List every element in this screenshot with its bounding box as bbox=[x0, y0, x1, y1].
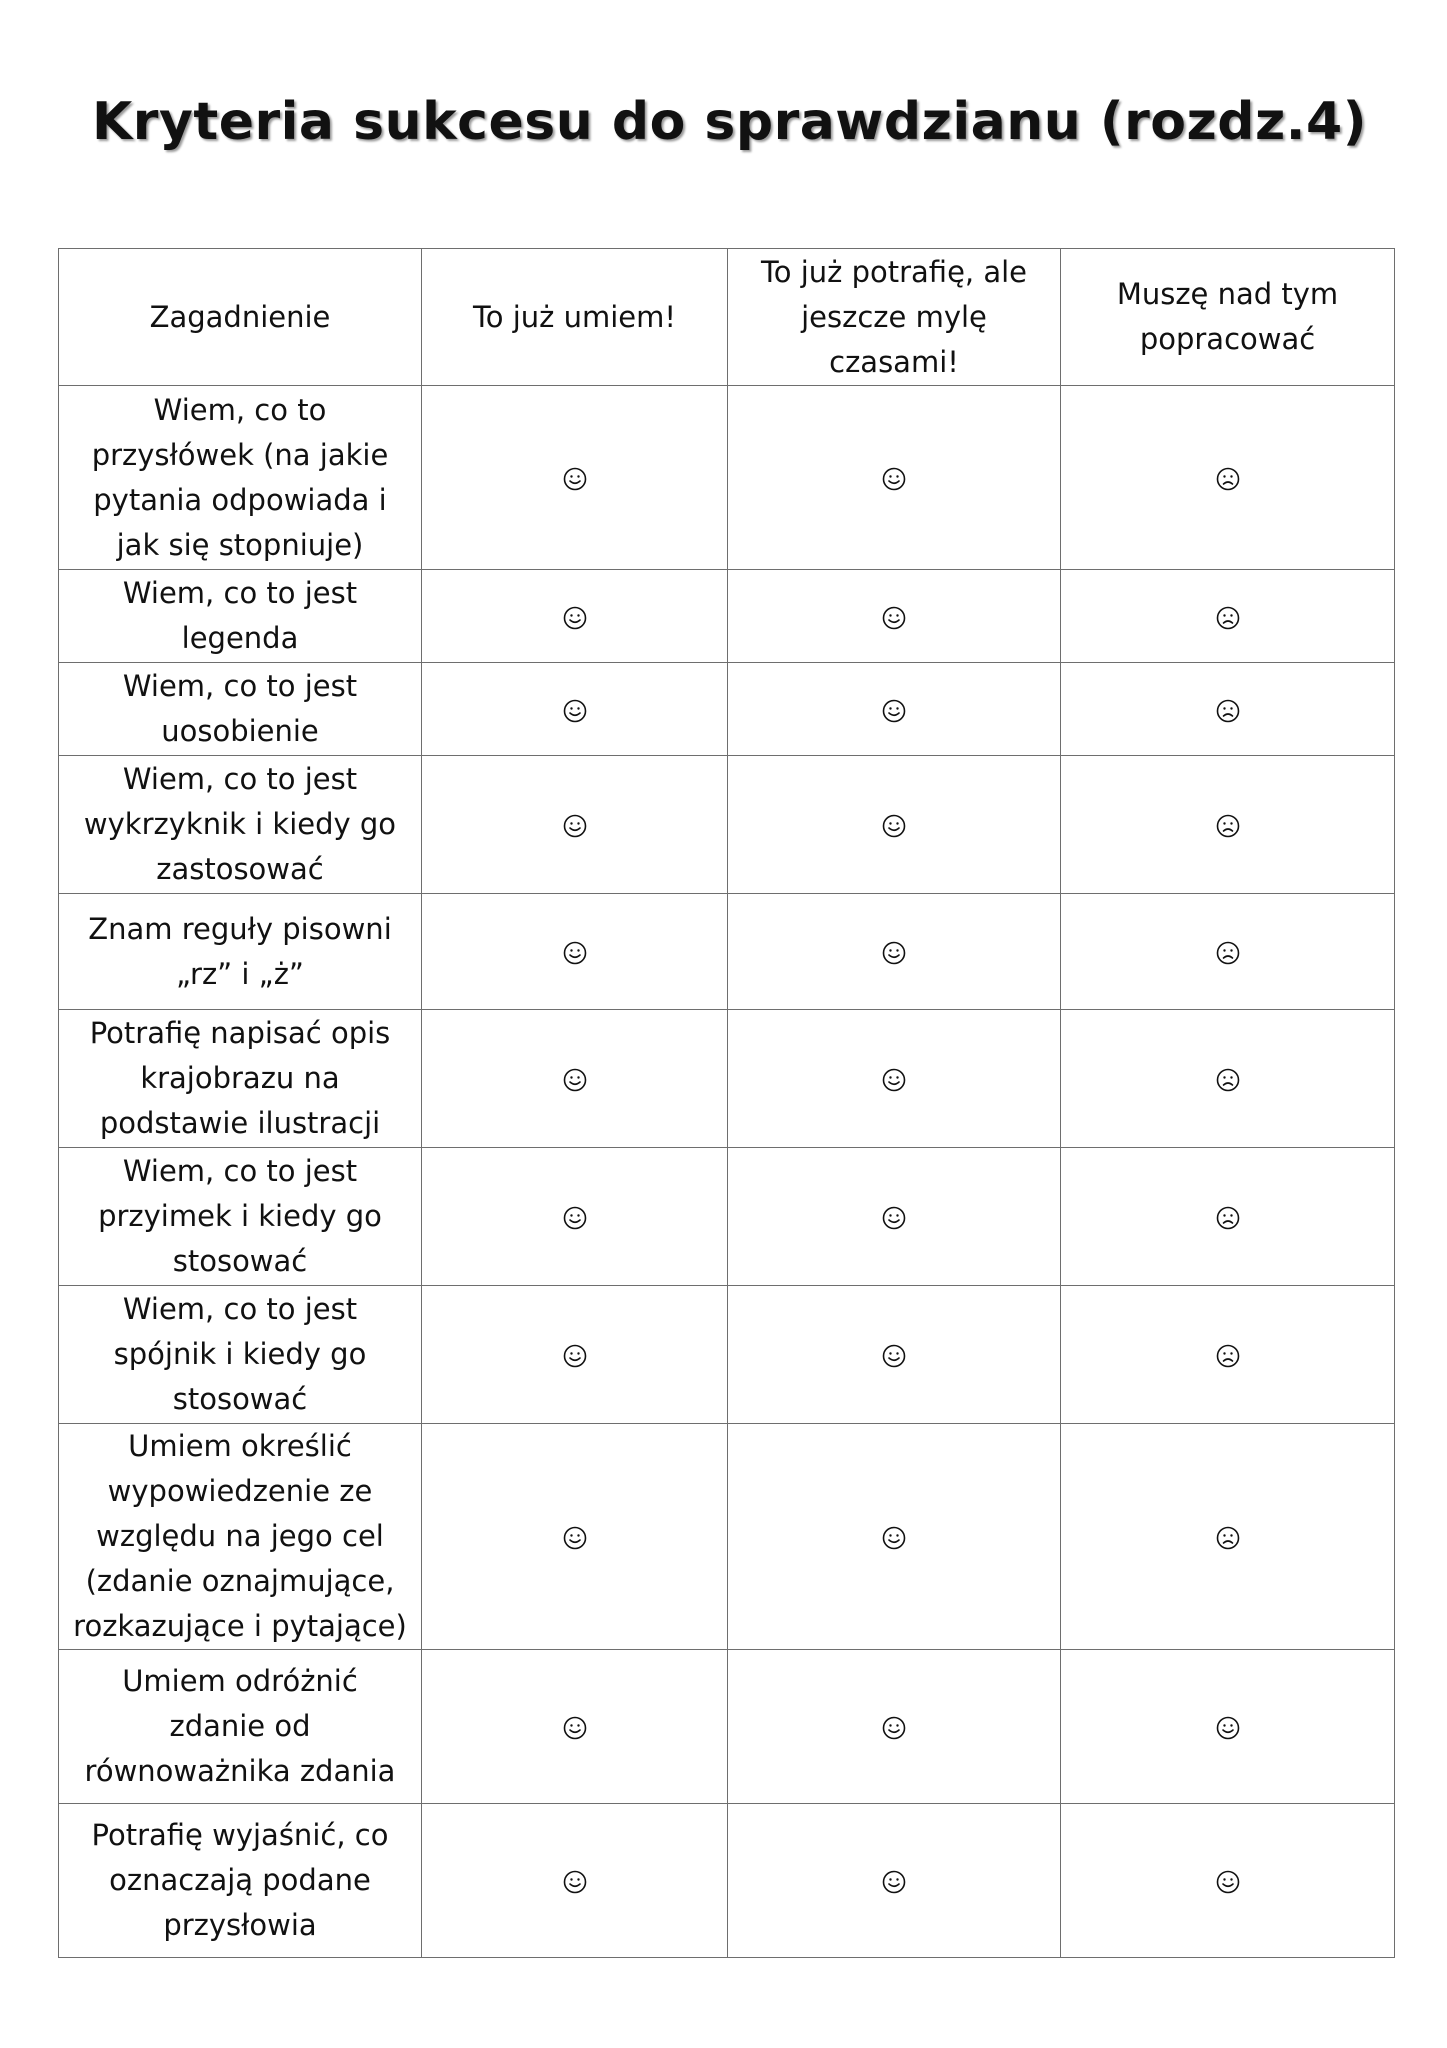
face-cell bbox=[1061, 1010, 1395, 1148]
face-cell bbox=[728, 663, 1061, 756]
smile-icon bbox=[1216, 1870, 1240, 1894]
smile-icon bbox=[882, 941, 906, 965]
smile-icon bbox=[563, 1344, 587, 1368]
face-cell bbox=[422, 1424, 728, 1650]
smile-icon bbox=[882, 606, 906, 630]
table-row bbox=[59, 894, 1395, 1010]
face-cell bbox=[1061, 756, 1395, 894]
smile-icon bbox=[882, 1716, 906, 1740]
table-row bbox=[59, 1804, 1395, 1958]
face-cell bbox=[728, 1286, 1061, 1424]
frown-icon bbox=[1216, 1344, 1240, 1368]
face-cell bbox=[1061, 1424, 1395, 1650]
topic-cell: Potrafię wyjaśnić, co oznaczają podane przysłowia bbox=[59, 1804, 422, 1958]
smile-icon bbox=[563, 699, 587, 723]
smile-icon bbox=[563, 1526, 587, 1550]
smile-icon bbox=[563, 1870, 587, 1894]
smile-icon bbox=[882, 1344, 906, 1368]
table-row bbox=[59, 1650, 1395, 1804]
header-need-work: Muszę nad tym popracować bbox=[1061, 249, 1395, 386]
topic-cell: Wiem, co to jest uosobienie bbox=[59, 663, 422, 756]
criteria-table bbox=[58, 248, 1395, 1958]
header-row bbox=[59, 249, 1395, 386]
face-cell bbox=[422, 1286, 728, 1424]
face-cell bbox=[422, 894, 728, 1010]
face-cell bbox=[728, 1010, 1061, 1148]
frown-icon bbox=[1216, 1526, 1240, 1550]
face-cell bbox=[728, 1148, 1061, 1286]
face-cell bbox=[728, 386, 1061, 570]
topic-cell: Wiem, co to jest przyimek i kiedy go stosować bbox=[59, 1148, 422, 1286]
frown-icon bbox=[1216, 699, 1240, 723]
smile-icon bbox=[1216, 1716, 1240, 1740]
smile-icon bbox=[882, 699, 906, 723]
topic-cell: Umiem określić wypowiedzenie ze względu na jego cel (zdanie oznajmujące, rozkazujące i pytające) bbox=[59, 1424, 422, 1650]
topic-cell: Wiem, co to jest spójnik i kiedy go stosować bbox=[59, 1286, 422, 1424]
face-cell bbox=[1061, 663, 1395, 756]
face-cell bbox=[422, 756, 728, 894]
frown-icon bbox=[1216, 941, 1240, 965]
face-cell bbox=[728, 1424, 1061, 1650]
header-can-do: To już umiem! bbox=[422, 249, 728, 386]
smile-icon bbox=[882, 1068, 906, 1092]
topic-cell: Umiem odróżnić zdanie od równoważnika zdania bbox=[59, 1650, 422, 1804]
topic-cell: Wiem, co to jest legenda bbox=[59, 570, 422, 663]
table-row bbox=[59, 1010, 1395, 1148]
frown-icon bbox=[1216, 814, 1240, 838]
smile-icon bbox=[882, 1870, 906, 1894]
table-row bbox=[59, 570, 1395, 663]
table-row bbox=[59, 1148, 1395, 1286]
topic-cell: Wiem, co to przysłówek (na jakie pytania odpowiada i jak się stopniuje) bbox=[59, 386, 422, 570]
face-cell bbox=[728, 1804, 1061, 1958]
page-title: Kryteria sukcesu do sprawdzianu (rozdz.4) bbox=[92, 92, 1367, 152]
smile-icon bbox=[563, 1716, 587, 1740]
face-cell bbox=[728, 756, 1061, 894]
face-cell bbox=[728, 1650, 1061, 1804]
face-cell bbox=[1061, 1286, 1395, 1424]
face-cell bbox=[1061, 894, 1395, 1010]
face-cell bbox=[1061, 1148, 1395, 1286]
topic-cell: Znam reguły pisowni „rz” i „ż” bbox=[59, 894, 422, 1010]
smile-icon bbox=[563, 467, 587, 491]
table-row bbox=[59, 386, 1395, 570]
face-cell bbox=[422, 1148, 728, 1286]
face-cell bbox=[728, 894, 1061, 1010]
topic-cell: Potrafię napisać opis krajobrazu na podstawie ilustracji bbox=[59, 1010, 422, 1148]
face-cell bbox=[422, 663, 728, 756]
smile-icon bbox=[882, 1206, 906, 1230]
smile-icon bbox=[563, 814, 587, 838]
smile-icon bbox=[882, 467, 906, 491]
smile-icon bbox=[563, 1068, 587, 1092]
table-row bbox=[59, 1424, 1395, 1650]
face-cell bbox=[422, 1010, 728, 1148]
face-cell bbox=[728, 570, 1061, 663]
smile-icon bbox=[563, 1206, 587, 1230]
face-cell bbox=[1061, 570, 1395, 663]
face-cell bbox=[422, 1804, 728, 1958]
table-row bbox=[59, 663, 1395, 756]
frown-icon bbox=[1216, 606, 1240, 630]
table-row bbox=[59, 756, 1395, 894]
header-sometimes-confuse: To już potrafię, ale jeszcze mylę czasami! bbox=[728, 249, 1061, 386]
smile-icon bbox=[882, 814, 906, 838]
frown-icon bbox=[1216, 1206, 1240, 1230]
frown-icon bbox=[1216, 467, 1240, 491]
face-cell bbox=[422, 1650, 728, 1804]
smile-icon bbox=[882, 1526, 906, 1550]
face-cell bbox=[1061, 386, 1395, 570]
smile-icon bbox=[563, 941, 587, 965]
topic-cell: Wiem, co to jest wykrzyknik i kiedy go zastosować bbox=[59, 756, 422, 894]
header-topic: Zagadnienie bbox=[59, 249, 422, 386]
face-cell bbox=[422, 386, 728, 570]
smile-icon bbox=[563, 606, 587, 630]
face-cell bbox=[422, 570, 728, 663]
face-cell bbox=[1061, 1804, 1395, 1958]
face-cell bbox=[1061, 1650, 1395, 1804]
table-row bbox=[59, 1286, 1395, 1424]
frown-icon bbox=[1216, 1068, 1240, 1092]
